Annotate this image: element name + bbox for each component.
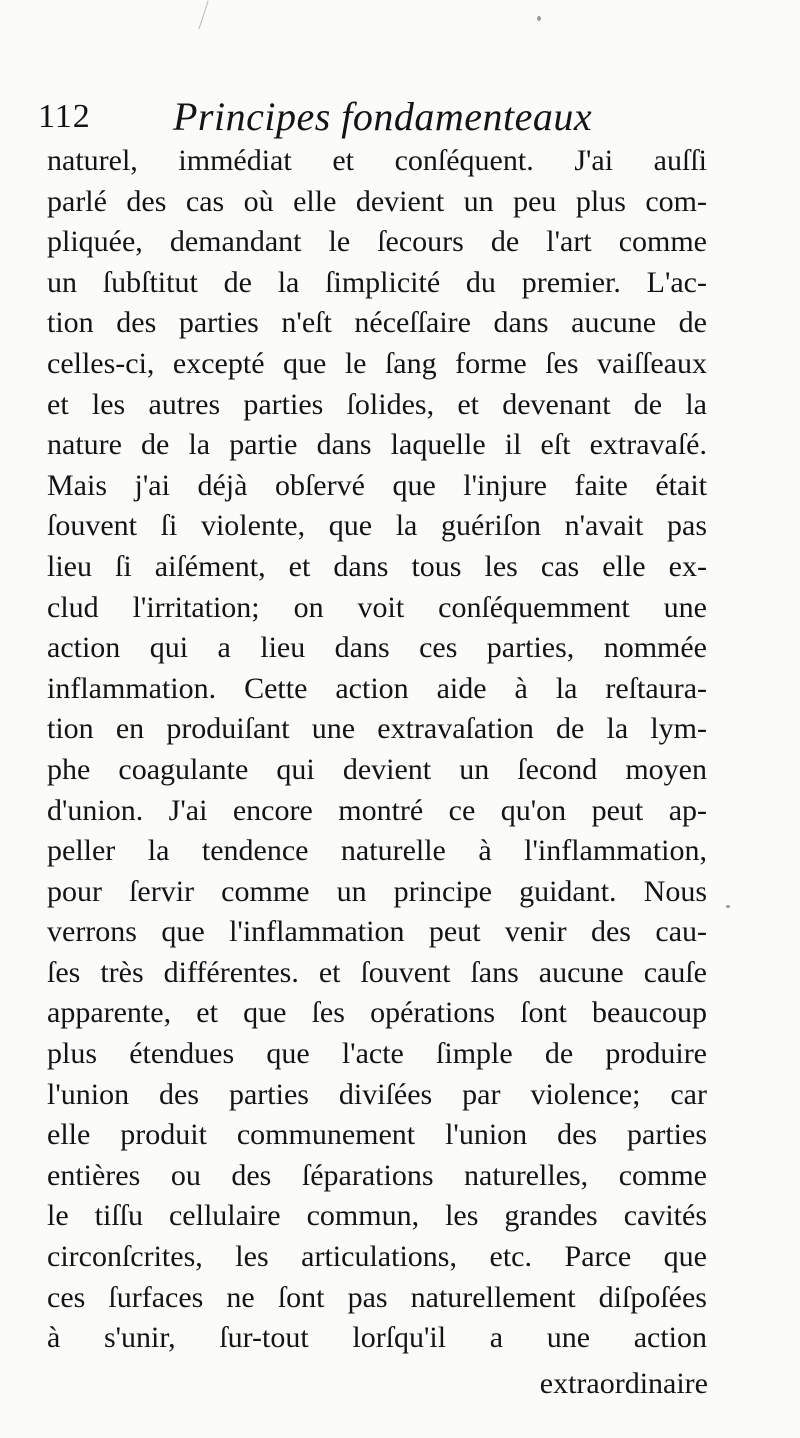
text-line: ces ſurfaces ne ſont pas naturellement diſpoſées [47,1280,707,1314]
text-line: d'union. J'ai encore montré ce qu'on peut ap- [47,793,707,827]
text-line: et les autres parties ſolides, et devenant de la [47,387,707,421]
text-line: tion des parties n'eſt néceſſaire dans aucune de [47,306,707,340]
text-line: parlé des cas où elle devient un peu plus com- [47,184,707,218]
text-line: ſouvent ſi violente, que la guériſon n'avait pas [47,509,707,543]
text-line: pour ſervir comme un principe guidant. Nous [47,874,707,908]
body-text [47,141,707,1359]
catchword: extraordinaire [539,1367,708,1400]
text-line: Mais j'ai déjà obſervé que l'injure faite était [47,468,707,502]
text-line: apparente, et que ſes opérations ſont beaucoup [47,996,707,1030]
text-line: ſes très différentes. et ſouvent ſans aucune cauſe [47,955,707,989]
text-line: verrons que l'inflammation peut venir des cau- [47,915,707,949]
text-line: lieu ſi aiſément, et dans tous les cas elle ex- [47,549,707,583]
scan-scratch-mark [198,1,208,30]
text-line: un ſubſtitut de la ſimplicité du premier. L'ac- [47,265,707,299]
text-line: l'union des parties diviſées par violence; car [47,1077,707,1111]
text-line: plus étendues que l'acte ſimple de produire [47,1037,707,1071]
text-line: à s'unir, ſur-tout lorſqu'il a une action [47,1321,707,1355]
running-head [38,92,758,142]
text-line: elle produit communement l'union des parties [47,1118,707,1152]
text-line: peller la tendence naturelle à l'inflammation, [47,834,707,868]
text-line: le tiſſu cellulaire commun, les grandes cavités [47,1199,707,1233]
text-line: inflammation. Cette action aide à la reſtaura- [47,671,707,705]
text-line: tion en produiſant une extravaſation de la lym- [47,712,707,746]
running-head-title: Principes fondamenteaux [173,94,593,139]
text-line: naturel, immédiat et conſéquent. J'ai auſſi [47,144,707,177]
text-line: clud l'irritation; on voit conſéquemment une [47,590,707,624]
scan-speck [726,905,730,908]
text-line: pliquée, demandant le ſecours de l'art comme [47,225,707,259]
scan-speck [537,16,541,21]
text-line: celles-ci, excepté que le ſang forme ſes vaiſſeaux [47,346,707,380]
page-number: 112 [38,98,91,135]
text-line: nature de la partie dans laquelle il eſt extravaſé. [47,428,707,462]
text-line: entières ou des ſéparations naturelles, comme [47,1158,707,1192]
text-line: action qui a lieu dans ces parties, nommée [47,631,707,665]
text-line: phe coagulante qui devient un ſecond moyen [47,752,707,786]
text-line: circonſcrites, les articulations, etc. Parce que [47,1240,707,1274]
